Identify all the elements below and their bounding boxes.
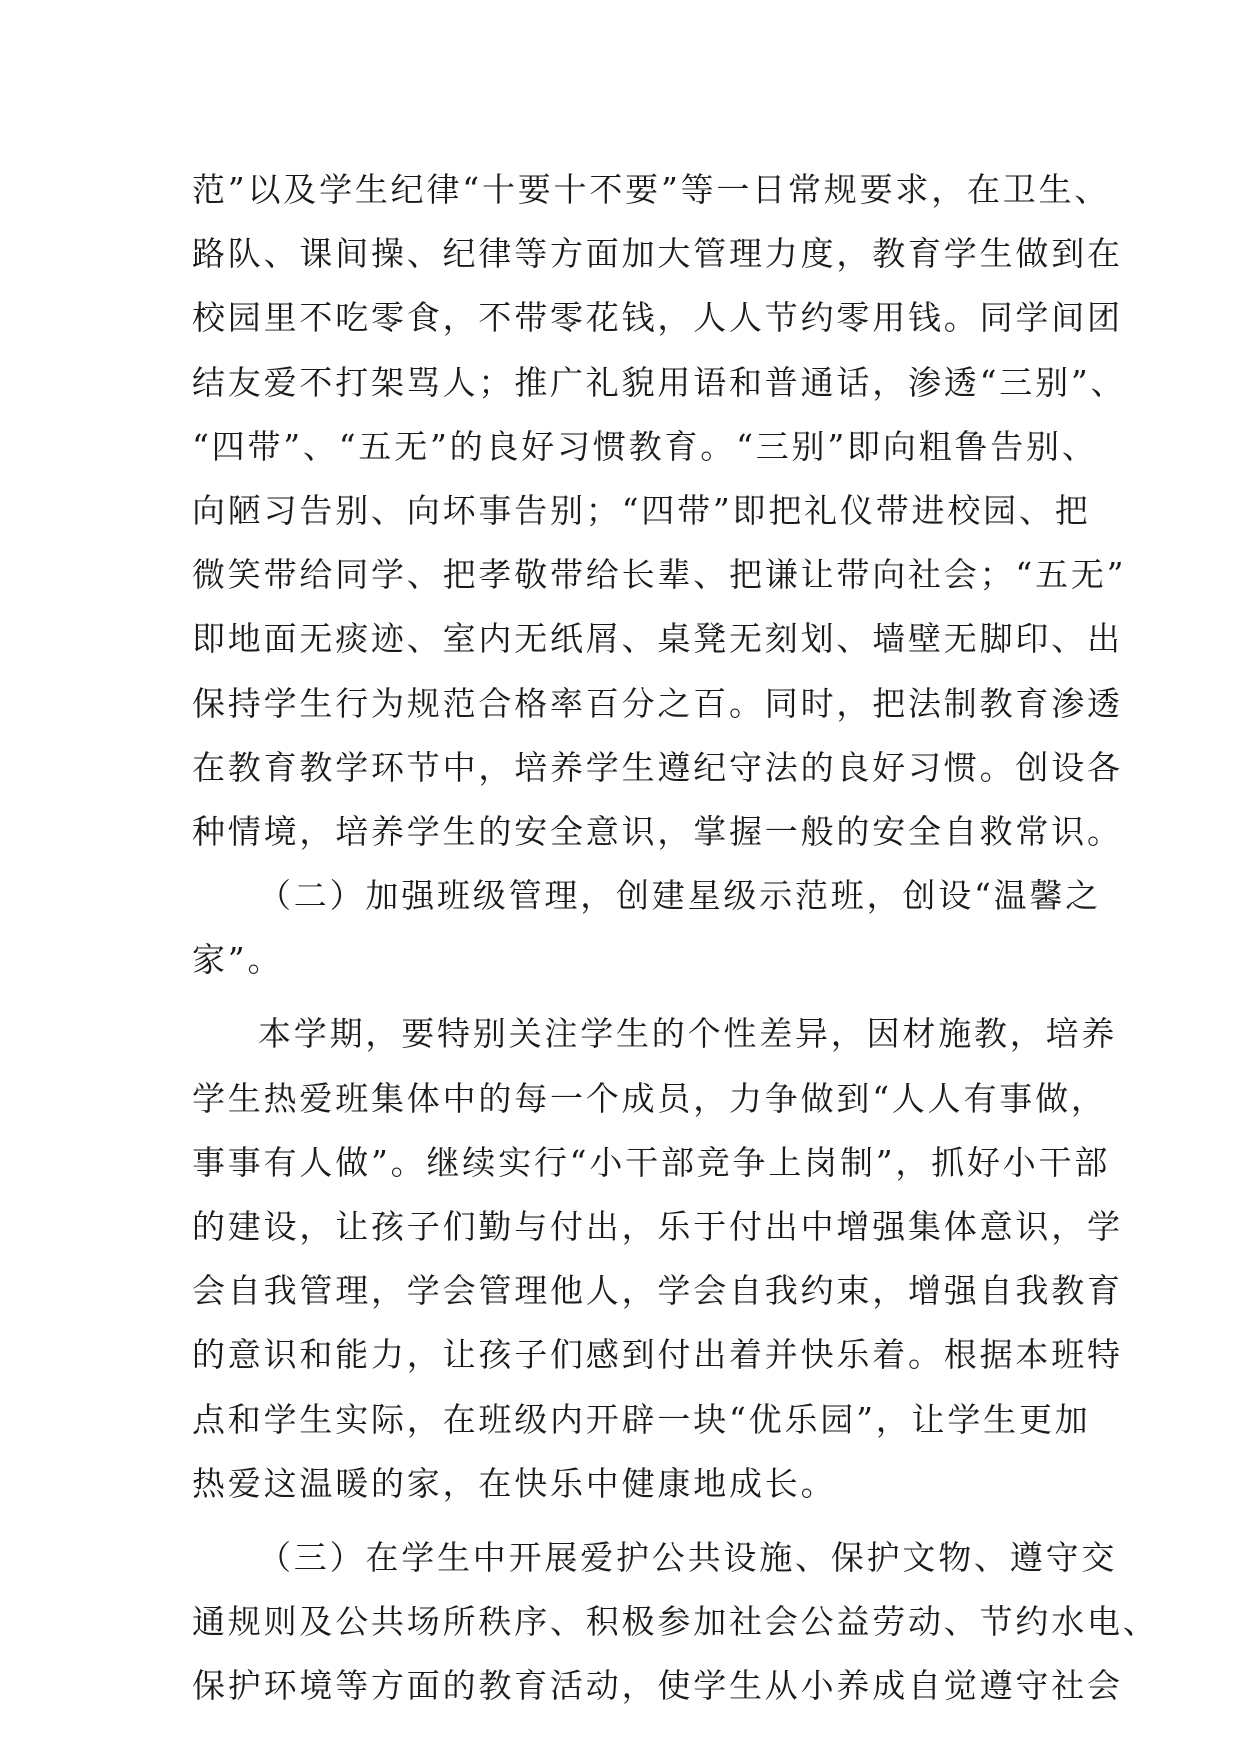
section-heading-2-cont: 家”。 xyxy=(192,940,284,980)
text-line: 事事有人做”。继续实行“小干部竞争上岗制”，抓好小干部 xyxy=(192,1142,1111,1182)
text-line: 校园里不吃零食，不带零花钱，人人节约零用钱。同学间团 xyxy=(192,298,1123,338)
body-text xyxy=(192,158,1159,1719)
paragraph-start: 本学期，要特别关注学生的个性差异，因材施教，培养 xyxy=(258,1014,1118,1054)
section-heading-2: （二）加强班级管理，创建星级示范班，创设“温馨之 xyxy=(258,876,1102,916)
text-line: 热爱这温暖的家，在快乐中健康地成长。 xyxy=(192,1463,837,1503)
text-line: 保持学生行为规范合格率百分之百。同时，把法制教育渗透 xyxy=(192,683,1123,723)
section-heading-3: （三）在学生中开展爱护公共设施、保护文物、遵守交 xyxy=(258,1537,1118,1577)
text-line: 的意识和能力，让孩子们感到付出着并快乐着。根据本班特 xyxy=(192,1335,1123,1375)
text-line: 范”以及学生纪律“十要十不要”等一日常规要求，在卫生、 xyxy=(192,170,1111,209)
text-line: 微笑带给同学、把孝敬带给长辈、把谦让带向社会；“五无” xyxy=(192,555,1127,595)
text-line: “四带”、“五无”的良好习惯教育。“三别”即向粗鲁告别、 xyxy=(192,426,1098,466)
text-line: 在教育教学环节中，培养学生遵纪守法的良好习惯。创设各 xyxy=(192,747,1123,787)
text-line: 路队、课间操、纪律等方面加大管理力度，教育学生做到在 xyxy=(192,234,1123,274)
text-line: 即地面无痰迹、室内无纸屑、桌凳无刻划、墙壁无脚印、出 xyxy=(192,619,1123,659)
text-line: 会自我管理，学会管理他人，学会自我约束，增强自我教育 xyxy=(192,1271,1123,1311)
text-line: 向陋习告别、向坏事告别；“四带”即把礼仪带进校园、把 xyxy=(192,490,1091,530)
text-line: 保护环境等方面的教育活动，使学生从小养成自觉遵守社会 xyxy=(192,1666,1123,1706)
text-line: 种情境，培养学生的安全意识，掌握一般的安全自救常识。 xyxy=(192,811,1123,851)
text-line: 学生热爱班集体中的每一个成员，力争做到“人人有事做， xyxy=(192,1078,1107,1118)
text-line: 通规则及公共场所秩序、积极参加社会公益劳动、节约水电、 xyxy=(192,1602,1159,1642)
text-line: 结友爱不打架骂人；推广礼貌用语和普通话，渗透“三别”、 xyxy=(192,362,1127,402)
text-line: 的建设，让孩子们勤与付出，乐于付出中增强集体意识，学 xyxy=(192,1207,1123,1246)
text-line: 点和学生实际，在班级内开辟一块“优乐园”，让学生更加 xyxy=(192,1399,1091,1439)
